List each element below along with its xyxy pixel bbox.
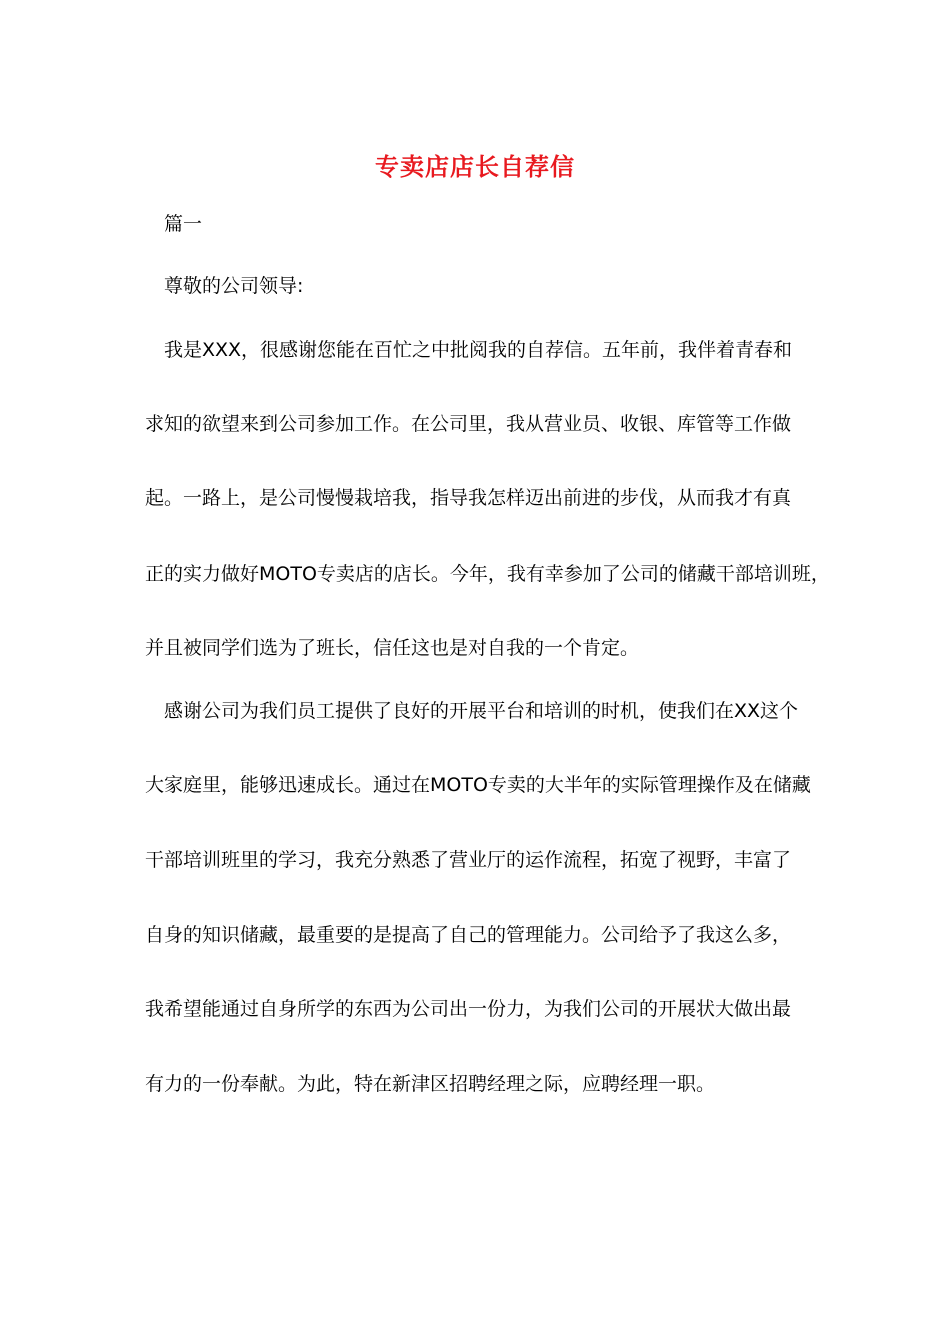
paragraph-2-line-4: 自身的知识储藏，最重要的是提高了自己的管理能力。公司给予了我这么多， [145, 924, 792, 946]
paragraph-1-line-4: 正的实力做好MOTO专卖店的店长。今年，我有幸参加了公司的储藏干部培训班， [145, 563, 830, 585]
paragraph-1-line-1: 我是XXX，很感谢您能在百忙之中批阅我的自荐信。五年前，我伴着青春和 [164, 339, 793, 361]
section-heading: 篇一 [164, 213, 203, 235]
paragraph-2-line-5: 我希望能通过自身所学的东西为公司出一份力，为我们公司的开展状大做出最 [145, 998, 792, 1020]
paragraph-2-line-1: 感谢公司为我们员工提供了良好的开展平台和培训的时机，使我们在XX这个 [164, 700, 799, 722]
paragraph-2-line-6: 有力的一份奉献。为此，特在新津区招聘经理之际，应聘经理一职。 [145, 1073, 716, 1095]
paragraph-2-line-3: 干部培训班里的学习，我充分熟悉了营业厅的运作流程，拓宽了视野，丰富了 [145, 849, 792, 871]
paragraph-1-line-5: 并且被同学们选为了班长，信任这也是对自我的一个肯定。 [145, 637, 640, 659]
paragraph-1-line-2: 求知的欲望来到公司参加工作。在公司里，我从营业员、收银、库管等工作做 [145, 413, 792, 435]
paragraph-1-line-3: 起。一路上，是公司慢慢栽培我，指导我怎样迈出前进的步伐，从而我才有真 [145, 487, 792, 509]
document-title: 专卖店店长自荐信 [375, 153, 575, 181]
paragraph-2-line-2: 大家庭里，能够迅速成长。通过在MOTO专卖的大半年的实际管理操作及在储藏 [145, 774, 811, 796]
salutation: 尊敬的公司领导: [164, 275, 304, 297]
